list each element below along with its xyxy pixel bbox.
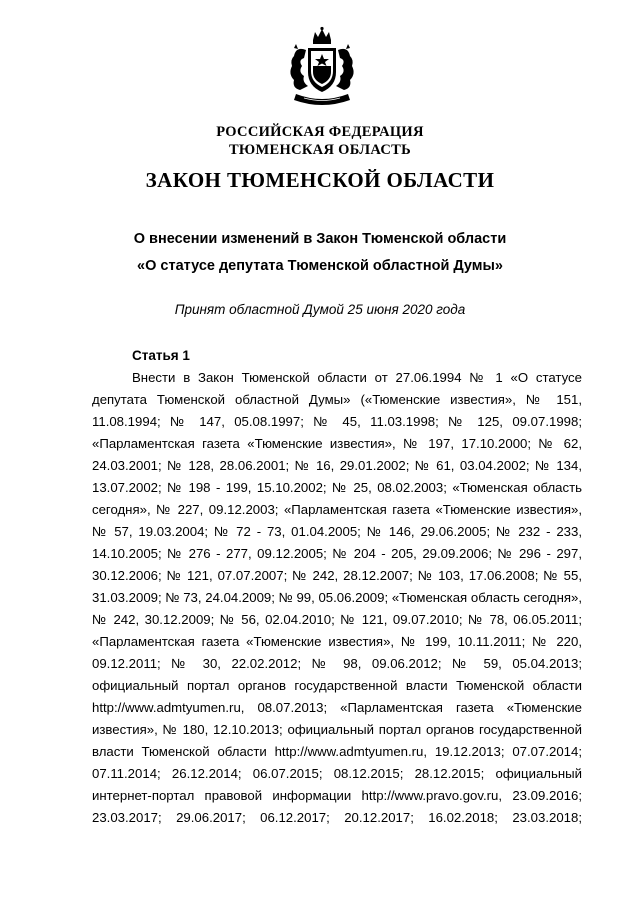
text-line: 14.10.2005; № 276 - 277, 09.12.2005; № 204 - 205, 29.09.2006; № 296 - 297, bbox=[92, 546, 582, 561]
text-line: 30.12.2006; № 121, 07.07.2007; № 242, 28.12.2007; № 103, 17.06.2008; № 55, bbox=[92, 568, 582, 583]
document-type-heading: ЗАКОН ТЮМЕНСКОЙ ОБЛАСТИ bbox=[145, 168, 495, 192]
region-heading: ТЮМЕНСКАЯ ОБЛАСТЬ bbox=[228, 142, 412, 158]
text-line: 24.03.2001; № 128, 28.06.2001; № 16, 29.01.2002; № 61, 03.04.2002; № 134, bbox=[92, 458, 582, 473]
text-line: депутата Тюменской областной Думы» («Тюменские известия», № 151, bbox=[92, 392, 582, 407]
text-line: известия», № 180, 12.10.2013; официальный портал органов государственной bbox=[92, 722, 582, 737]
text-line: власти Тюменской области http://www.admtyumen.ru, 19.12.2013; 07.07.2014; bbox=[92, 744, 582, 759]
article-heading: Статья 1 bbox=[132, 348, 190, 363]
text-line: № 242, 30.12.2009; № 56, 02.04.2010; № 121, 09.07.2010; № 78, 06.05.2011; bbox=[92, 612, 582, 627]
text-line: сегодня», № 227, 09.12.2003; «Парламентская газета «Тюменские известия», bbox=[92, 502, 582, 517]
text-line: Внести в Закон Тюменской области от 27.06.1994 № 1 «О статусе bbox=[132, 370, 582, 385]
text-line: http://www.admtyumen.ru, 08.07.2013; «Парламентская газета «Тюменские bbox=[92, 700, 582, 715]
country-heading: РОССИЙСКАЯ ФЕДЕРАЦИЯ bbox=[216, 124, 424, 140]
text-line: 07.11.2014; 26.12.2014; 06.07.2015; 08.12.2015; 28.12.2015; официальный bbox=[92, 766, 582, 781]
adoption-date: Принят областной Думой 25 июня 2020 года bbox=[174, 302, 466, 317]
law-title-line-1: О внесении изменений в Закон Тюменской области bbox=[133, 231, 507, 247]
law-title-line-2: «О статусе депутата Тюменской областной Думы» bbox=[137, 258, 503, 274]
text-line: 31.03.2009; № 73, 24.04.2009; № 99, 05.06.2009; «Тюменская область сегодня», bbox=[92, 590, 582, 605]
text-line: «Парламентская газета «Тюменские известия», № 197, 17.10.2000; № 62, bbox=[92, 436, 582, 451]
text-line: «Парламентская газета «Тюменские известия», № 199, 10.11.2011; № 220, bbox=[92, 634, 582, 649]
text-line: 11.08.1994; № 147, 05.08.1997; № 45, 11.03.1998; № 125, 09.07.1998; bbox=[92, 414, 582, 429]
text-line: интернет-портал правовой информации http://www.pravo.gov.ru, 23.09.2016; bbox=[92, 788, 582, 803]
text-line: официальный портал органов государственной власти Тюменской области bbox=[92, 678, 582, 693]
text-line: № 57, 19.03.2004; № 72 - 73, 01.04.2005; № 146, 29.06.2005; № 232 - 233, bbox=[92, 524, 582, 539]
text-line: 09.12.2011; № 30, 22.02.2012; № 98, 09.06.2012; № 59, 05.04.2013; bbox=[92, 656, 582, 671]
text-line: 13.07.2002; № 198 - 199, 15.10.2002; № 25, 08.02.2003; «Тюменская область bbox=[92, 480, 582, 495]
text-line: 23.03.2017; 29.06.2017; 06.12.2017; 20.12.2017; 16.02.2018; 23.03.2018; bbox=[92, 810, 582, 825]
tyumen-oblast-coat-of-arms-icon bbox=[282, 26, 362, 112]
article-body bbox=[92, 367, 582, 829]
